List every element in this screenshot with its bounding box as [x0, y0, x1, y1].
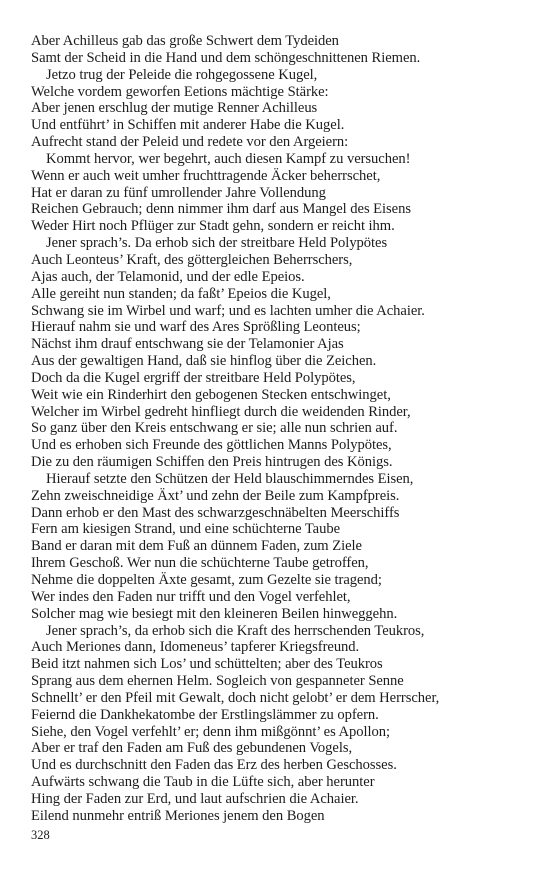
verse-line: Aber Achilleus gab das große Schwert dem Tydeiden [31, 33, 339, 49]
page-number: 328 [31, 828, 50, 842]
verse-line: Doch da die Kugel ergriff der streitbare Held Polypötes, [31, 369, 356, 386]
verse-line: Sprang aus dem ehernen Helm. Sogleich von gespanneter Senne [31, 673, 404, 690]
verse-line: Und entführt’ in Schiffen mit anderer Habe die Kugel. [31, 117, 345, 134]
verse-line: Schnellt’ er den Pfeil mit Gewalt, doch nicht gelobt’ er dem Herrscher, [31, 689, 440, 706]
verse-line: Und es durchschnitt den Faden das Erz des herben Geschosses. [31, 757, 397, 774]
verse-line: Aber er traf den Faden am Fuß des gebundenen Vogels, [31, 740, 353, 757]
verse-line: Zehn zweischneidige Äxt’ und zehn der Beile zum Kampfpreis. [31, 487, 400, 504]
verse-line: Alle gereiht nun standen; da faßt’ Epeios die Kugel, [31, 285, 331, 302]
verse-line: Band er daran mit dem Fuß an dünnem Faden, zum Ziele [31, 538, 362, 555]
verse-line: Weit wie ein Rinderhirt den gebogenen Stecken entschwinget, [31, 386, 391, 403]
verse-text [31, 33, 531, 825]
verse-line: Hing der Faden zur Erd, und laut aufschrien die Achaier. [31, 790, 359, 807]
verse-line: Aber jenen erschlug der mutige Renner Achilleus [31, 100, 318, 117]
verse-line: Solcher mag wie besiegt mit den kleineren Beilen hinweggehn. [31, 605, 398, 622]
verse-line: Siehe, den Vogel verfehlt’ er; denn ihm mißgönnt’ es Apollon; [31, 723, 391, 740]
verse-line: So ganz über den Kreis entschwang er sie; alle nun schrien auf. [31, 420, 398, 437]
verse-line: Schwang sie im Wirbel und warf; und es lachten umher die Achaier. [31, 302, 425, 319]
verse-line: Reichen Gebrauch; denn nimmer ihm darf aus Mangel des Eisens [31, 201, 411, 218]
verse-line: Feiernd die Dankhekatombe der Erstlingslämmer zu opfern. [31, 706, 379, 723]
verse-line: Hat er daran zu fünf umrollender Jahre Vollendung [31, 184, 326, 201]
verse-line: Nehme die doppelten Äxte gesamt, zum Gezelte sie tragend; [31, 572, 382, 588]
verse-line: Welche vordem geworfen Eetions mächtige Stärke: [31, 83, 329, 100]
verse-line: Welcher im Wirbel gedreht hinfliegt durch die weidenden Rinder, [31, 403, 411, 420]
verse-line: Kommt hervor, wer begehrt, auch diesen Kampf zu versuchen! [46, 150, 411, 167]
verse-line: Weder Hirt noch Pflüger zur Stadt gehn, sondern er reicht ihm. [31, 218, 395, 235]
verse-line: Aus der gewaltigen Hand, daß sie hinflog über die Zeichen. [31, 353, 377, 370]
verse-line: Auch Meriones dann, Idomeneus’ tapferer Kriegsfreund. [31, 639, 360, 656]
verse-line: Aufwärts schwang die Taub in die Lüfte sich, aber herunter [31, 774, 375, 791]
verse-line: Hierauf nahm sie und warf des Ares Sprößling Leonteus; [31, 319, 361, 336]
verse-line: Hierauf setzte den Schützen der Held blauschimmerndes Eisen, [46, 470, 414, 487]
verse-line: Ihrem Geschoß. Wer nun die schüchterne Taube getroffen, [31, 555, 369, 572]
verse-line: Wenn er auch weit umher fruchttragende Äcker beherrschet, [31, 167, 381, 184]
verse-line: Samt der Scheid in die Hand und dem schöngeschnittenen Riemen. [31, 49, 421, 66]
verse-line: Jener sprach’s. Da erhob sich der streitbare Held Polypötes [46, 235, 388, 252]
verse-line: Und es erhoben sich Freunde des göttlichen Manns Polypötes, [31, 437, 392, 454]
verse-line: Die zu den räumigen Schiffen den Preis hintrugen des Königs. [31, 454, 393, 471]
verse-line: Ajas auch, der Telamonid, und der edle Epeios. [31, 268, 305, 285]
verse-line: Aufrecht stand der Peleid und redete vor den Argeiern: [31, 134, 349, 151]
verse-line: Jetzo trug der Peleide die rohgegossene Kugel, [46, 66, 318, 83]
verse-line: Beid itzt nahmen sich Los’ und schüttelten; aber des Teukros [31, 656, 383, 673]
verse-line: Fern am kiesigen Strand, und eine schüchterne Taube [31, 521, 341, 538]
verse-line: Wer indes den Faden nur trifft und den Vogel verfehlet, [31, 588, 351, 605]
verse-line: Dann erhob er den Mast des schwarzgeschnäbelten Meerschiffs [31, 504, 400, 521]
verse-line: Auch Leonteus’ Kraft, des göttergleichen Beherrschers, [31, 251, 353, 268]
verse-line: Jener sprach’s, da erhob sich die Kraft des herrschenden Teukros, [46, 622, 425, 639]
verse-line: Eilend nunmehr entriß Meriones jenem den Bogen [31, 807, 325, 824]
verse-line: Nächst ihm drauf entschwang sie der Telamonier Ajas [31, 336, 344, 353]
